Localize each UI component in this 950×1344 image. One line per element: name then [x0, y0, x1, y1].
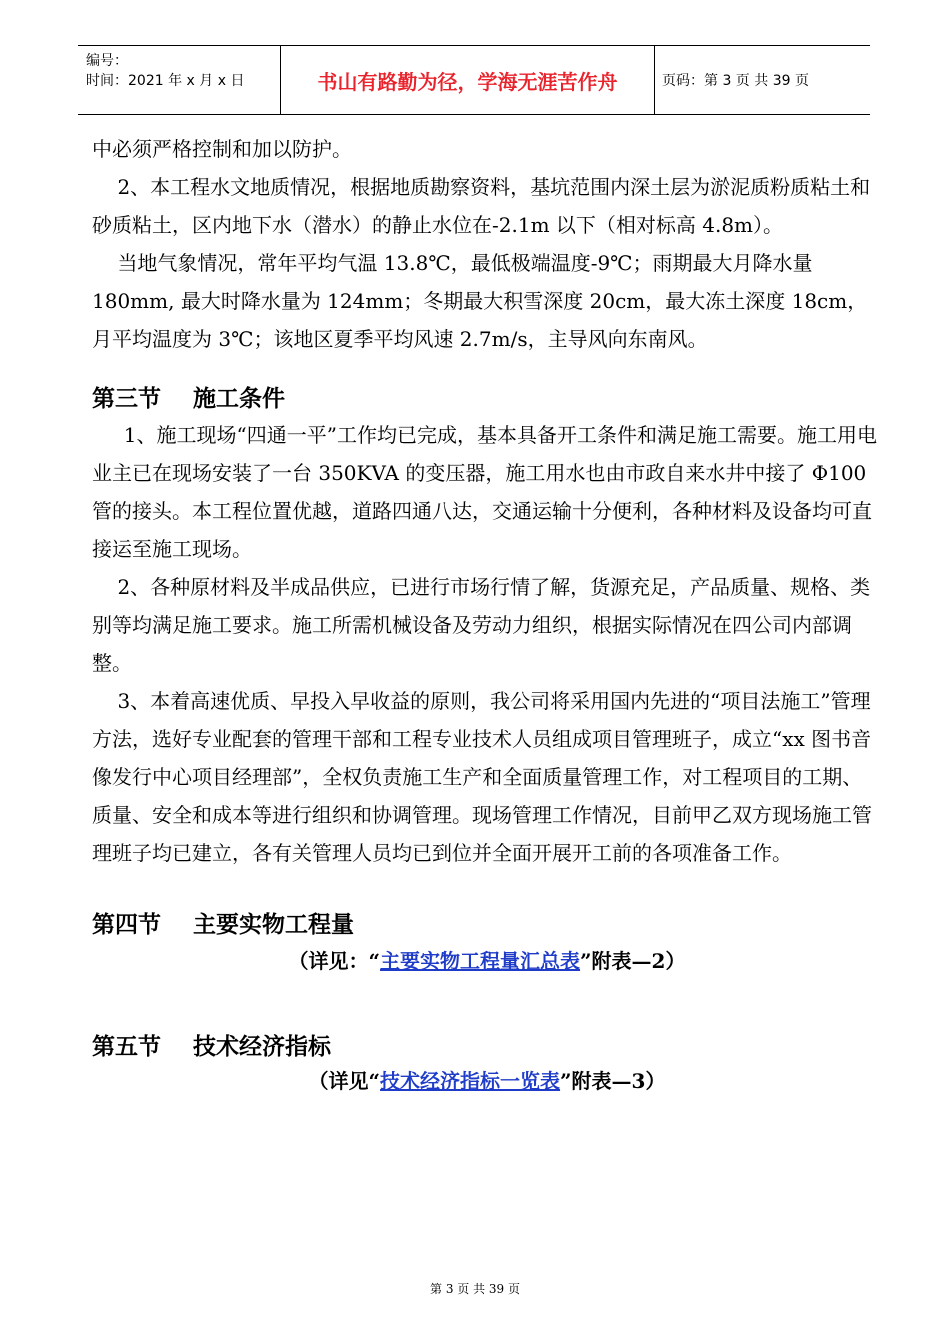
paragraph-management: 3、本着高速优质、早投入早收益的原则，我公司将采用国内先进的“项目法施工”管理方法，选好专业配套的管理干部和工程专业技术人员组成项目管理班子，成立“xx 图书音像发行中心项目经理部”，全权负责施工生产和全面质量管理工作，对工程项目的工期、质量、安全和成本等进行组织和协调管理。现场管理工作情况，目前甲乙双方现场施工管理班子均已建立，各有关管理人员均已到位并全面开展开工前的各项准备工作。 [92, 689, 872, 865]
paragraph-hydrology: 2、本工程水文地质情况，根据地质勘察资料，基坑范围内深土层为淤泥质粉质粘土和砂质粘土，区内地下水（潜水）的静止水位在-2.1m 以下（相对标高 4.8m）。 [92, 175, 871, 237]
header-number: 编号： [86, 53, 128, 69]
section-4-reference [92, 946, 882, 976]
header-meta [78, 46, 281, 114]
paragraph-1: 中必须严格控制和加以防护。 [92, 137, 352, 161]
ref5-link[interactable]: 技术经济指标一览表 [380, 1069, 561, 1093]
header-motto: 书山有路勤为径，学海无涯苦作舟 [281, 46, 655, 114]
page-footer: 第 3 页 共 39 页 [430, 1282, 520, 1296]
ref5-suffix: ”附表—3） [560, 1069, 666, 1093]
header-time: 时间：2021 年 x 月 x 日 [86, 73, 245, 89]
page-header [78, 45, 870, 115]
section-5-reference [92, 1066, 882, 1096]
ref5-prefix: （详见“ [308, 1069, 381, 1093]
section-4-title: 第四节 主要实物工程量 [92, 912, 355, 938]
document-body [92, 130, 882, 1096]
ref4-link[interactable]: 主要实物工程量汇总表 [380, 949, 581, 973]
paragraph-materials: 2、各种原材料及半成品供应，已进行市场行情了解，货源充足，产品质量、规格、类别等均满足施工要求。施工所需机械设备及劳动力组织，根据实际情况在四公司内部调整。 [92, 575, 871, 675]
ref4-prefix: （详见：“ [288, 949, 381, 973]
paragraph-weather: 当地气象情况，常年平均气温 13.8℃，最低极端温度-9℃；雨期最大月降水量 180mm, 最大时降水量为 124mm；冬期最大积雪深度 20cm，最大冻土深度 18cm，月平均温度为 3℃；该地区夏季平均风速 2.7m/s，主导风向东南风。 [92, 251, 868, 351]
section-3-title: 第三节 施工条件 [92, 386, 286, 412]
header-page-info: 页码：第 3 页 共 39 页 [662, 73, 809, 89]
paragraph-site-conditions: 1、施工现场“四通一平”工作均已完成，基本具备开工条件和满足施工需要。施工用电业主已在现场安装了一台 350KVA 的变压器，施工用水也由市政自来水井中接了 Φ100 管的接头。本工程位置优越，道路四通八达，交通运输十分便利，各种材料及设备均可直接运至施工现场。 [92, 423, 877, 561]
section-5-title: 第五节 技术经济指标 [92, 1034, 332, 1060]
ref4-suffix: ”附表—2） [580, 949, 686, 973]
